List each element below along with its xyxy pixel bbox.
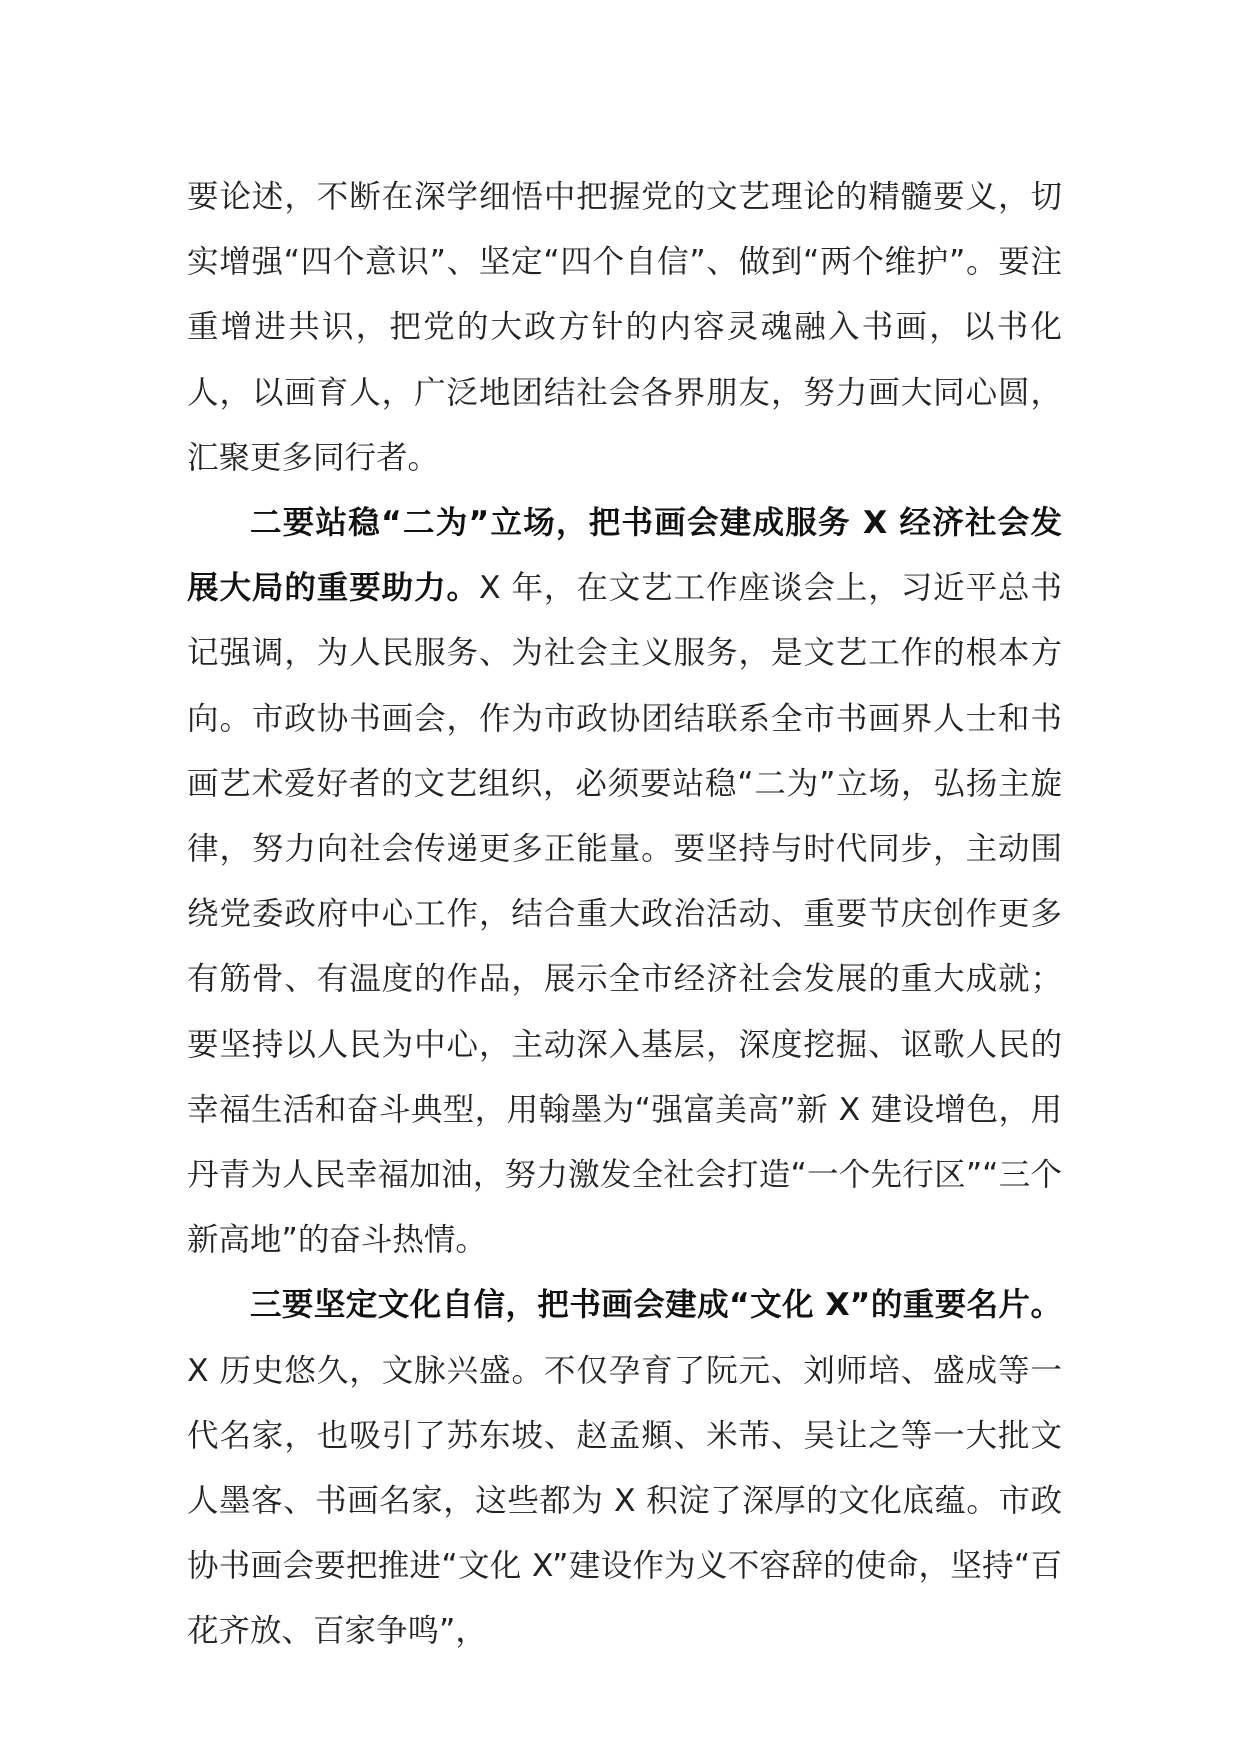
paragraph-2-text: X 年，在文艺工作座谈会上，习近平总书记强调，为人民服务、为社会主义服务，是文艺工作的根本方向。市政协书画会，作为市政协团结联系全市书画界人士和书画艺术爱好者的文艺组织，必须要站稳“二为”立场，弘扬主旋律，努力向社会传递更多正能量。要坚持与时代同步，主动围绕党委政府中心工作，结合重大政治活动、重要节庆创作更多有筋骨、有温度的作品，展示全市经济社会发展的重大成就；要坚持以人民为中心，主动深入基层，深度挖掘、讴歌人民的幸福生活和奋斗典型，用翰墨为“强富美高”新 X 建设增色，用丹青为人民幸福加油，努力激发全社会打造“一个先行区”“三个新高地”的奋斗热情。 (187, 570, 1062, 1259)
paragraph-3 (187, 1273, 1062, 1664)
paragraph-3-heading: 三要坚定文化自信，把书画会建成“文化 X”的重要名片。 (250, 1287, 1062, 1324)
paragraph-2-heading: 二要站稳“二为”立场，把书画会建成服务 X 经济社会发展大局的重要助力。 (187, 505, 1062, 607)
paragraph-1-text: 要论述，不断在深学细悟中把握党的文艺理论的精髓要义，切实增强“四个意识”、坚定“四个自信”、做到“两个维护”。要注重增进共识，把党的大政方针的内容灵魂融入书画，以书化人，以画育人，广泛地团结社会各界朋友，努力画大同心圆，汇聚更多同行者。 (187, 179, 1062, 476)
paragraph-3-text: X 历史悠久，文脉兴盛。不仅孕育了阮元、刘师培、盛成等一代名家，也吸引了苏东坡、赵孟頫、米芾、吴让之等一大批文人墨客、书画名家，这些都为 X 积淀了深厚的文化底蕴。市政协书画会要把推进“文化 X”建设作为义不容辞的使命，坚持“百花齐放、百家争鸣”， (187, 1352, 1062, 1650)
paragraph-1 (187, 165, 1062, 491)
document-body (187, 165, 1062, 1665)
paragraph-2 (187, 491, 1062, 1273)
